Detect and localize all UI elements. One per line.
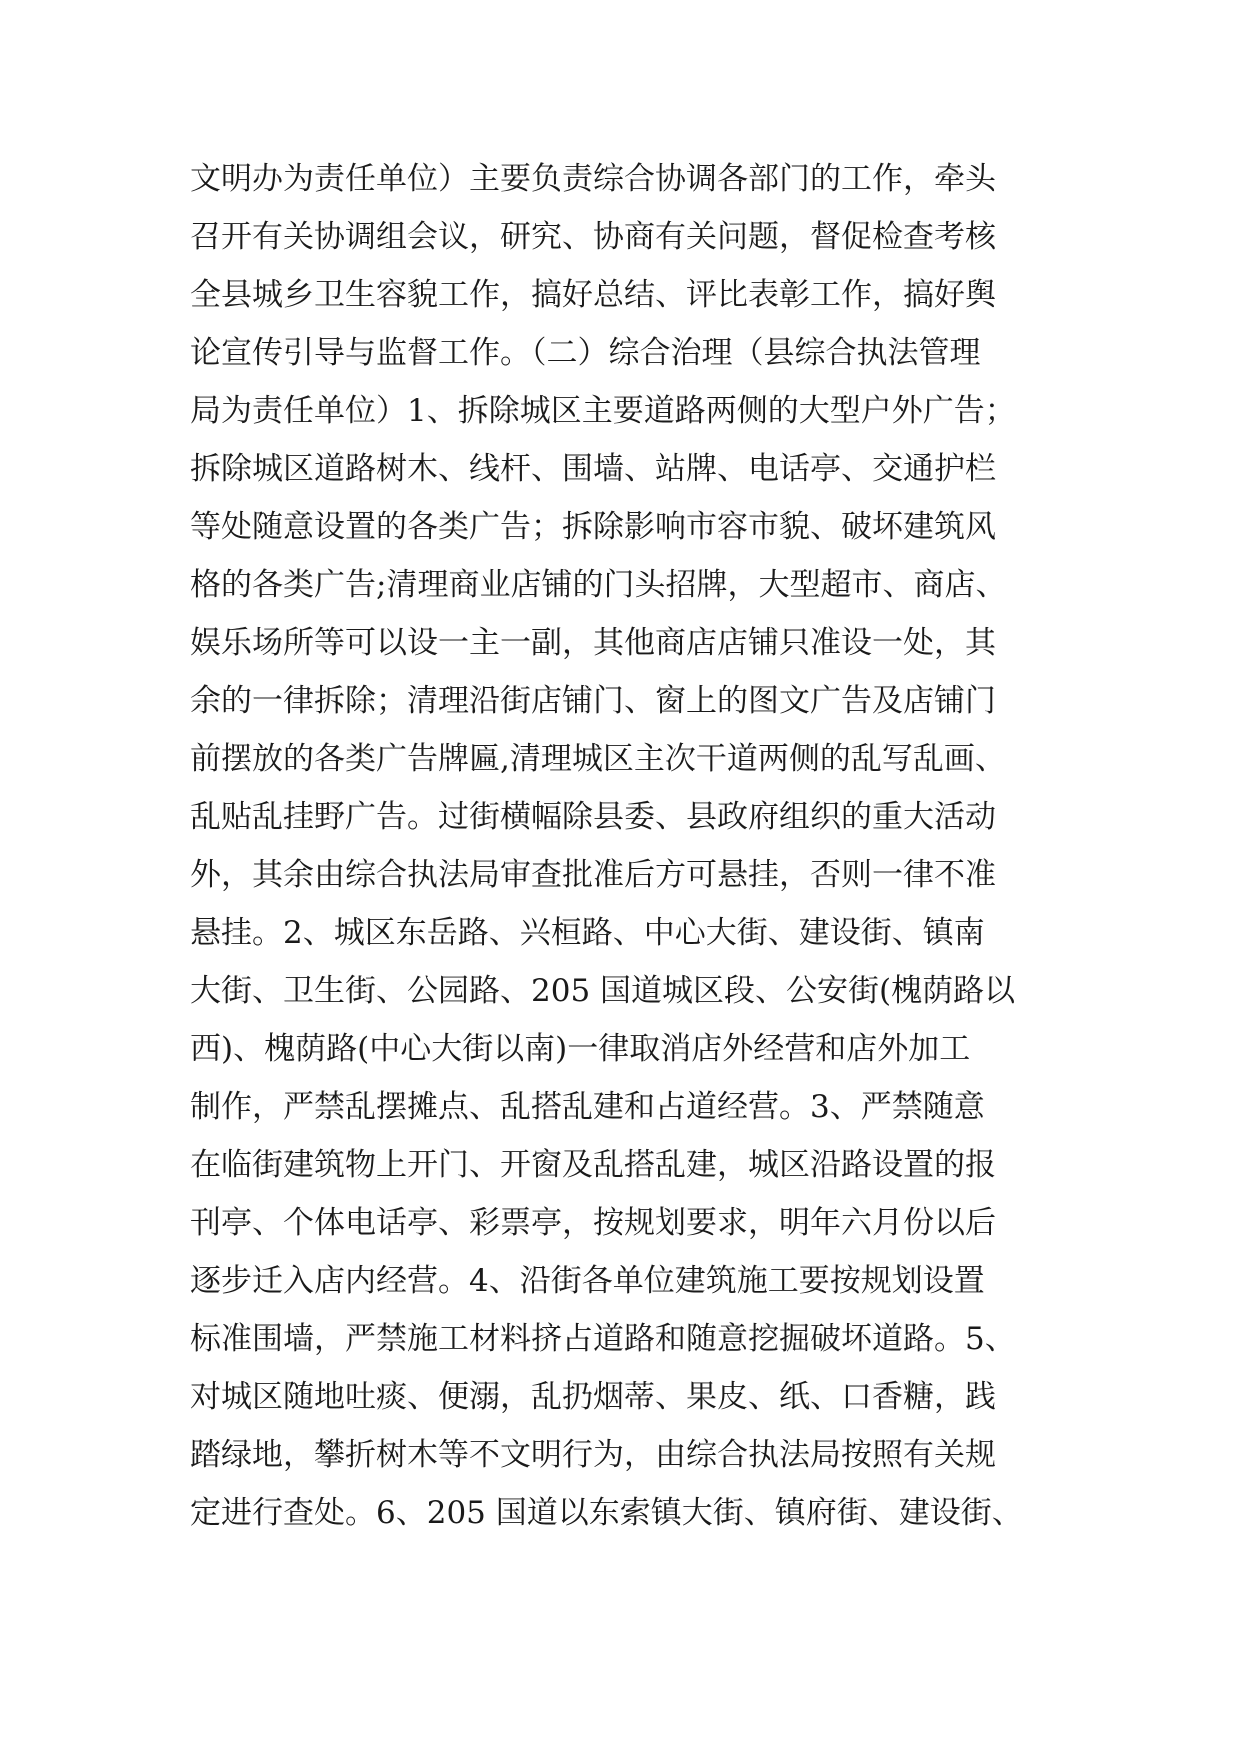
- text-line-12: 乱贴乱挂野广告。过街横幅除县委、县政府组织的重大活动: [190, 799, 996, 835]
- text-line-16: 西)、槐荫路(中心大街以南)一律取消店外经营和店外加工: [190, 1031, 971, 1067]
- text-line-24: 定进行查处。6、205 国道以东索镇大街、镇府街、建设街、: [190, 1495, 1023, 1531]
- text-line-14: 悬挂。2、城区东岳路、兴桓路、中心大街、建设街、镇南: [190, 915, 985, 951]
- text-line-21: 标准围墙，严禁施工材料挤占道路和随意挖掘破坏道路。5、: [190, 1321, 1016, 1357]
- text-line-22: 对城区随地吐痰、便溺，乱扔烟蒂、果皮、纸、口香糖，践: [190, 1379, 996, 1415]
- text-line-7: 等处随意设置的各类广告；拆除影响市容市貌、破坏建筑风: [190, 509, 996, 545]
- text-line-2: 召开有关协调组会议，研究、协商有关问题，督促检查考核: [190, 219, 996, 255]
- text-line-3: 全县城乡卫生容貌工作，搞好总结、评比表彰工作，搞好舆: [190, 277, 996, 313]
- text-line-10: 余的一律拆除；清理沿街店铺门、窗上的图文广告及店铺门: [190, 683, 996, 719]
- text-line-11: 前摆放的各类广告牌匾,清理城区主次干道两侧的乱写乱画、: [190, 741, 1006, 777]
- text-line-18: 在临街建筑物上开门、开窗及乱搭乱建，城区沿路设置的报: [190, 1147, 996, 1183]
- text-line-20: 逐步迁入店内经营。4、沿街各单位建筑施工要按规划设置: [190, 1263, 985, 1299]
- text-line-8: 格的各类广告;清理商业店铺的门头招牌，大型超市、商店、: [190, 567, 1007, 603]
- text-line-9: 娱乐场所等可以设一主一副，其他商店店铺只准设一处，其: [190, 625, 996, 661]
- text-line-17: 制作，严禁乱摆摊点、乱搭乱建和占道经营。3、严禁随意: [190, 1089, 985, 1125]
- text-line-23: 踏绿地，攀折树木等不文明行为，由综合执法局按照有关规: [190, 1437, 996, 1473]
- text-line-15: 大街、卫生街、公园路、205 国道城区段、公安街(槐荫路以: [190, 973, 1016, 1009]
- text-line-1: 文明办为责任单位）主要负责综合协调各部门的工作，牵头: [190, 161, 996, 197]
- text-line-19: 刊亭、个体电话亭、彩票亭，按规划要求，明年六月份以后: [190, 1205, 996, 1241]
- text-line-13: 外，其余由综合执法局审查批准后方可悬挂，否则一律不准: [190, 857, 996, 893]
- text-line-5: 局为责任单位）1、拆除城区主要道路两侧的大型户外广告；: [190, 393, 1016, 429]
- text-line-4: 论宣传引导与监督工作。（二）综合治理（县综合执法管理: [190, 335, 981, 371]
- text-line-6: 拆除城区道路树木、线杆、围墙、站牌、电话亭、交通护栏: [190, 451, 996, 487]
